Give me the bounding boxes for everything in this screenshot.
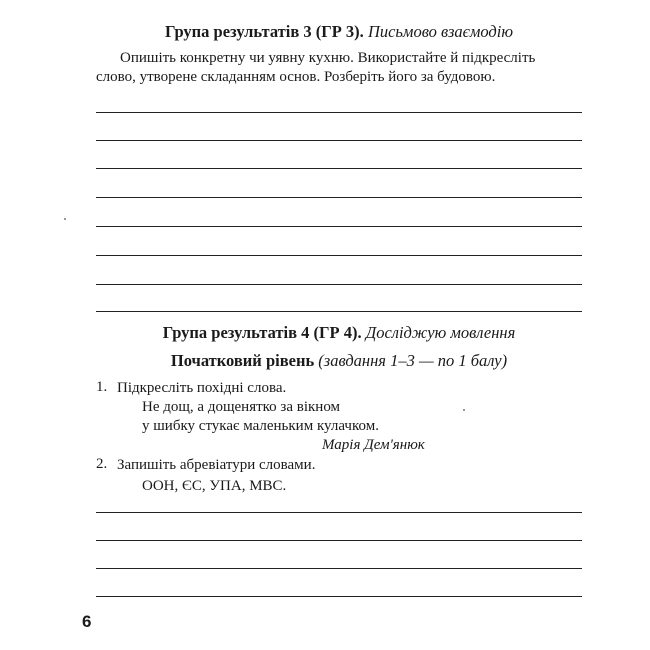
writing-line[interactable] — [96, 255, 582, 256]
writing-line[interactable] — [96, 112, 582, 113]
writing-line[interactable] — [96, 311, 582, 312]
level-heading — [96, 351, 582, 371]
level-note: (завдання 1–3 — по 1 балу) — [318, 351, 508, 370]
section4-subtitle: Досліджую мовлення — [365, 323, 516, 342]
task2-abbreviations: ООН, ЄС, УПА, МВС. — [142, 478, 287, 494]
writing-line[interactable] — [96, 540, 582, 541]
level-title: Початковий рівень — [170, 351, 315, 370]
writing-line[interactable] — [96, 596, 582, 597]
scan-speck — [463, 409, 465, 411]
writing-line[interactable] — [96, 568, 582, 569]
page-number: 6 — [82, 612, 92, 631]
section4-title: Група результатів 4 (ГР 4). — [162, 323, 362, 342]
section3-heading — [96, 22, 582, 42]
writing-line[interactable] — [96, 168, 582, 169]
writing-line[interactable] — [96, 284, 582, 285]
task2-number: 2. — [96, 456, 108, 472]
section3-subtitle: Письмово взаємодію — [367, 22, 513, 41]
task1-number: 1. — [96, 379, 108, 395]
writing-line[interactable] — [96, 226, 582, 227]
section4-heading — [96, 323, 582, 343]
scan-speck — [64, 218, 66, 220]
writing-line[interactable] — [96, 197, 582, 198]
writing-line[interactable] — [96, 512, 582, 513]
section3-title: Група результатів 3 (ГР 3). — [164, 22, 364, 41]
section3-task-line2: слово, утворене складанням основ. Розберіть його за будовою. — [96, 69, 496, 85]
task1-instruction: Підкресліть похідні слова. — [117, 380, 287, 396]
poem-line2: у шибку стукає маленьким кулачком. — [142, 418, 379, 434]
poem-author: Марія Дем'янюк — [322, 437, 425, 453]
poem-line1: Не дощ, а дощенятко за вікном — [142, 399, 341, 415]
task2-instruction: Запишіть абревіатури словами. — [117, 457, 316, 473]
writing-line[interactable] — [96, 140, 582, 141]
section3-task-line1: Опишіть конкретну чи уявну кухню. Використайте й підкресліть — [120, 50, 536, 66]
